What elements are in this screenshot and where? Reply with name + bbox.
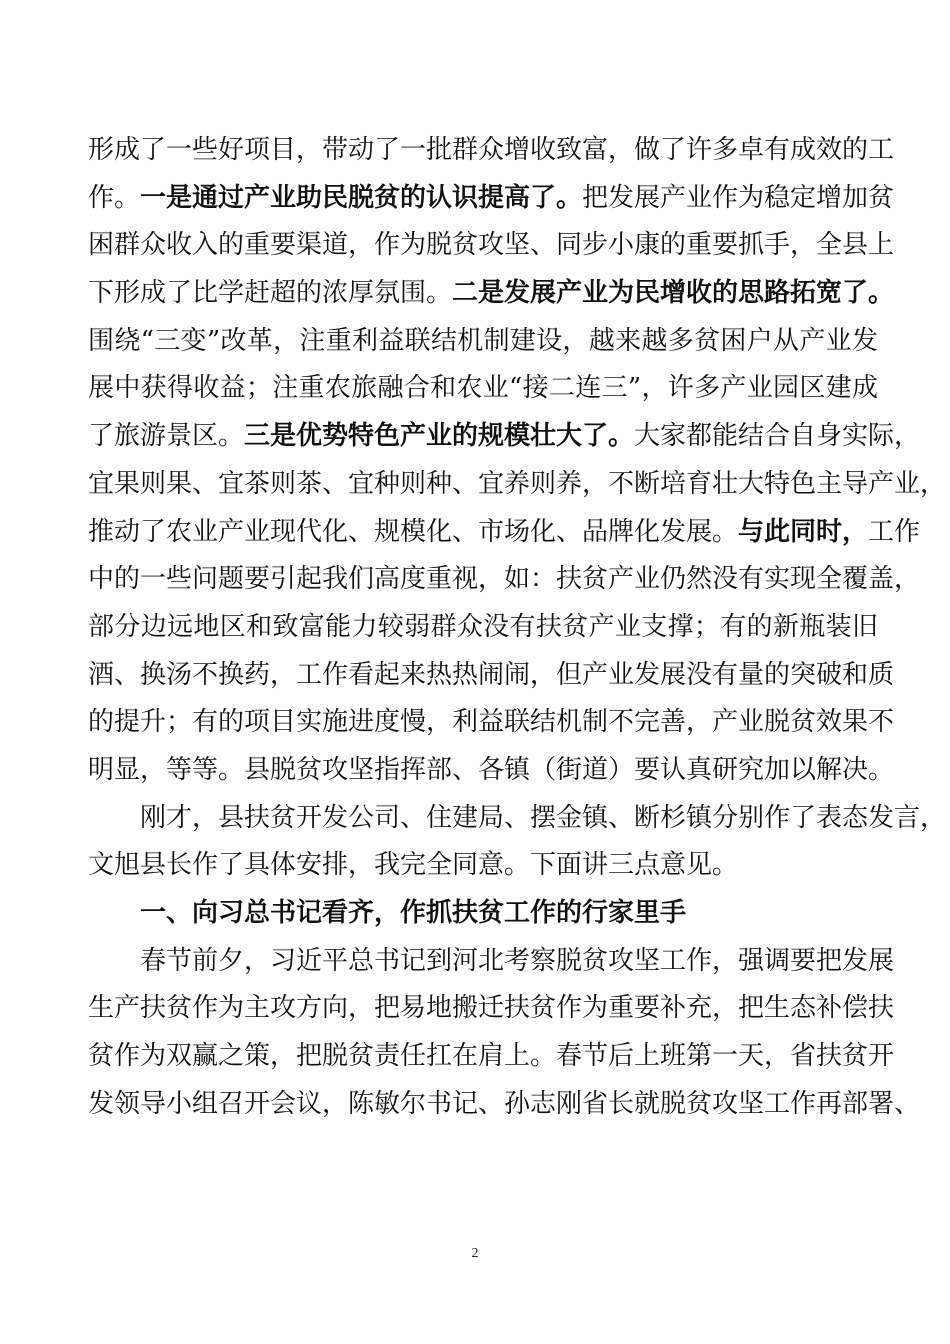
text-line: 明显，等等。县脱贫攻坚指挥部、各镇（街道）要认真研究加以解决。 [88,754,895,785]
text-line: 发领导小组召开会议，陈敏尔书记、孙志刚省长就脱贫攻坚工作再部署、 [88,1088,921,1119]
text-line [88,175,895,223]
text-line: 宜果则果、宜茶则茶、宜种则种、宜养则养，不断培育壮大特色主导产业， [88,468,947,499]
text-line: 文旭县长作了具体安排，我完全同意。下面讲三点意见。 [88,850,739,881]
section-heading: 一、向习总书记看齐，作抓扶贫工作的行家里手 [140,898,687,928]
text-segment: 了旅游景区。 [88,421,245,452]
text-line: 刚才，县扶贫开发公司、住建局、摆金镇、断杉镇分别作了表态发言， [140,802,947,833]
text-segment: 工作 [868,516,921,547]
text-line: 酒、换汤不换药，工作看起来热热闹闹，但产业发展没有量的突破和质 [88,659,895,690]
text-segment: 下形成了比学赶超的浓厚氛围。 [88,278,453,309]
page-number: 2 [471,1246,479,1261]
bold-point-three: 三是优势特色产业的规模壮大了。 [244,421,635,452]
text-line: 贫作为双赢之策，把脱贫责任扛在肩上。春节后上班第一天，省扶贫开 [88,1041,895,1072]
text-segment: 作。 [88,182,141,213]
text-line: 生产扶贫作为主攻方向，把易地搬迁扶贫作为重要补充，把生态补偿扶 [88,993,895,1024]
bold-point-two: 二是发展产业为民增收的思路拓宽了。 [452,278,895,309]
bold-point-one: 一是通过产业助民脱贫的认识提高了。 [140,182,583,213]
text-line [88,509,921,557]
text-segment: 把发展产业作为稳定增加贫 [582,182,895,213]
text-line: 围绕“三变”改革，注重利益联结机制建设，越来越多贫困户从产业发 [88,325,878,356]
text-line: 困群众收入的重要渠道，作为脱贫攻坚、同步小康的重要抓手，全县上 [88,230,895,261]
text-line: 部分边远地区和致富能力较弱群众没有扶贫产业支撑；有的新瓶装旧 [88,611,878,642]
text-segment: 推动了农业产业现代化、规模化、市场化、品牌化发展。 [88,516,739,547]
text-line [88,270,895,318]
text-line: 展中获得收益；注重农旅融合和农业“接二连三”，许多产业园区建成 [88,373,878,404]
text-line: 春节前夕，习近平总书记到河北考察脱贫攻坚工作，强调要把发展 [140,945,895,976]
body-text [88,127,947,1128]
text-line: 中的一些问题要引起我们高度重视，如：扶贫产业仍然没有实现全覆盖， [88,564,921,595]
text-segment: 大家都能结合自身实际， [634,421,921,452]
text-line: 的提升；有的项目实施进度慢，利益联结机制不完善，产业脱贫效果不 [88,707,895,738]
text-line [88,413,921,461]
text-line: 形成了一些好项目，带动了一批群众增收致富，做了许多卓有成效的工 [88,135,895,165]
bold-meanwhile: 与此同时， [738,516,869,547]
